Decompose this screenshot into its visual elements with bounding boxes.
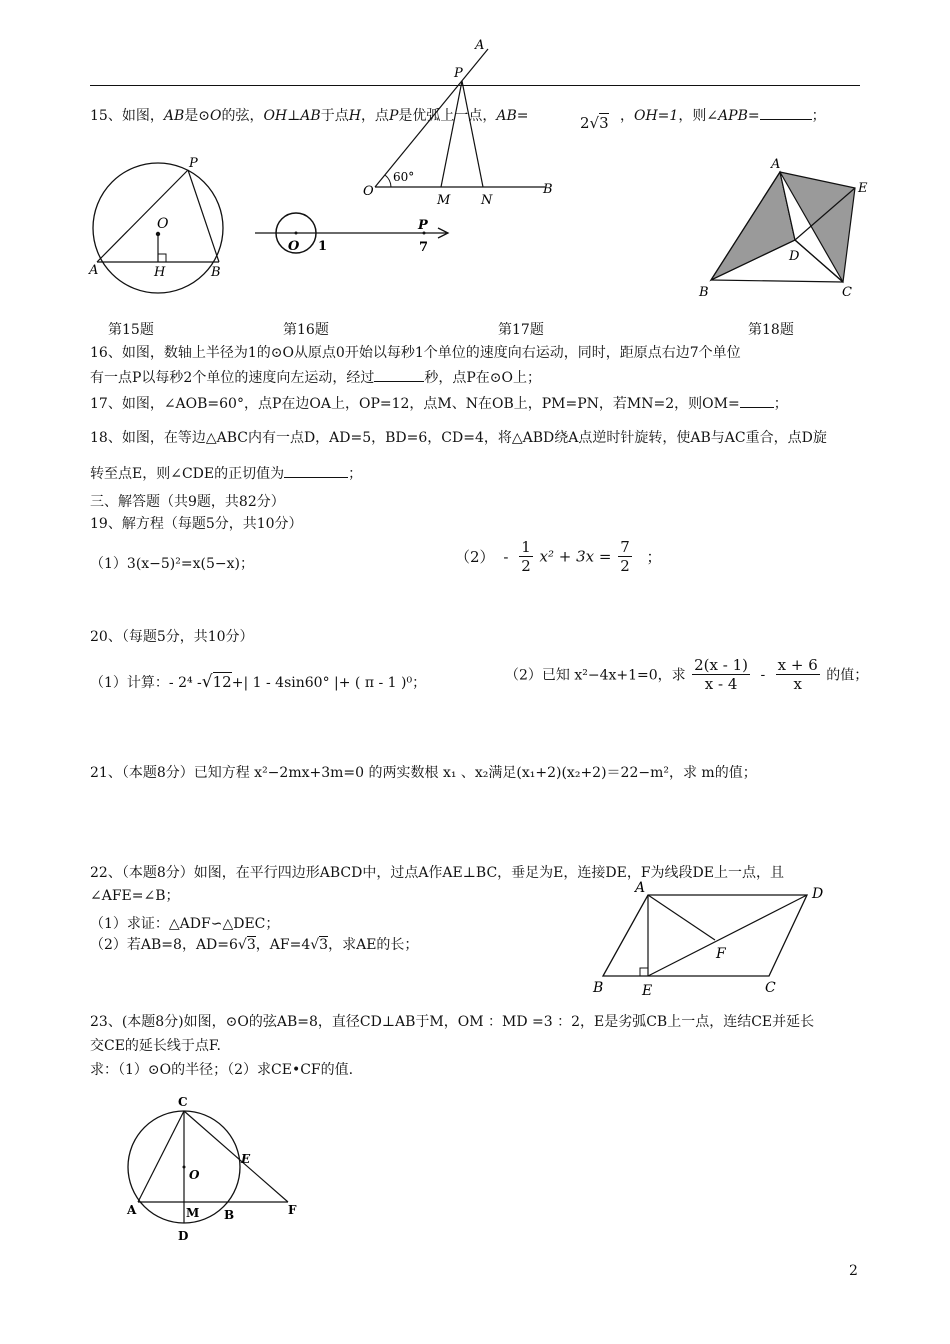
figure-16	[250, 200, 460, 270]
question-15: 15、如图，AB是⊙O的弦，OH⊥AB于点H，点P是优弧上一点，AB=	[90, 108, 529, 124]
question-23-line3: 求：（1）⊙O的半径；（2）求CE•CF的值.	[90, 1062, 354, 1078]
label-P: P	[189, 156, 198, 171]
caption-17: 第17题	[498, 322, 544, 338]
label-M: M	[437, 193, 451, 208]
caption-18: 第18题	[748, 322, 794, 338]
label-A: A	[475, 38, 485, 53]
label-E: E	[858, 181, 868, 196]
figure-22	[585, 880, 835, 1000]
label-O: O	[189, 1168, 200, 1182]
question-22-line1: 22、（本题8分）如图，在平行四边形ABCD中，过点A作AE⊥BC，垂足为E，连接DE，F为线段DE上一点，且	[90, 865, 785, 881]
question-18-line2: 转至点E，则∠CDE的正切值为 ；	[90, 466, 363, 482]
question-19-part1: （1）3(x−5)²=x(5−x)；	[90, 556, 254, 572]
question-23-line1: 23、(本题8分)如图，⊙O的弦AB=8，直径CD⊥AB于M，OM ：MD =3 ：2，E是劣弧CB上一点，连结CE并延长	[90, 1014, 815, 1030]
label-D: D	[812, 886, 824, 902]
label-B: B	[593, 980, 604, 996]
label-C: C	[842, 285, 852, 300]
label-B: B	[224, 1208, 235, 1222]
question-20-title: 20、（每题5分，共10分）	[90, 629, 254, 645]
label-A: A	[89, 263, 99, 278]
section-3-heading: 三、解答题（共9题，共82分）	[90, 494, 285, 510]
label-E: E	[642, 983, 653, 999]
question-16-line2: 有一点P以每秒2个单位的速度向左运动，经过 秒，点P在⊙O上；	[90, 370, 541, 386]
label-D: D	[178, 1229, 189, 1243]
question-23-line2: 交CE的延长线于点F.	[90, 1038, 221, 1054]
label-A: A	[635, 880, 646, 896]
label-H: H	[154, 265, 166, 280]
label-E: E	[241, 1152, 251, 1166]
question-18-line1: 18、如图，在等边△ABC内有一点D，AD=5，BD=6，CD=4，将△ABD绕A点逆时针旋转，使AB与AC重合，点D旋	[90, 430, 827, 446]
label-F: F	[288, 1203, 297, 1217]
label-N: N	[481, 193, 493, 208]
q15-tail: ，OH=1，则∠APB= ；	[620, 108, 826, 124]
label-M: M	[186, 1206, 200, 1220]
label-B: B	[543, 182, 553, 197]
label-O: O	[288, 239, 300, 254]
label-O: O	[157, 216, 169, 232]
question-19-part2: （2） - $\frac{1}{2}$ x² + 3x = $\frac{7}{2}$ ；	[455, 538, 662, 575]
label-B: B	[699, 285, 709, 300]
caption-15: 第15题	[108, 322, 154, 338]
question-22-line3: （1）求证：△ADF∽△DEC；	[90, 916, 280, 932]
label-A: A	[771, 157, 781, 172]
label-angle: 60°	[393, 170, 415, 184]
figure-17	[355, 35, 575, 215]
question-20-part2: （2）已知 x²−4x+1=0，求 $\frac{2(x - 1)}{x - 4}$ - $\frac{x + 6}{x}$ 的值；	[505, 656, 869, 693]
label-F: F	[716, 946, 726, 962]
figure-23	[120, 1092, 320, 1247]
label-O: O	[363, 184, 374, 199]
q15-value-2root3: 2√3	[580, 114, 609, 132]
label-C: C	[765, 980, 776, 996]
question-17: 17、如图，∠AOB=60°，点P在边OA上，OP=12，点M、N在OB上，PM=PN，若MN=2，则OM= ；	[90, 396, 788, 412]
question-22-line2: ∠AFE=∠B；	[90, 888, 180, 904]
caption-16: 第16题	[283, 322, 329, 338]
page-number: 2	[849, 1263, 858, 1279]
figure-15	[85, 150, 235, 300]
question-21: 21、（本题8分）已知方程 x²−2mx+3m=0 的两实数根 x₁ 、x₂满足(x₁+2)(x₂+2)＝22−m²，求 m的值；	[90, 765, 757, 781]
question-20-part1: （1）计算：- 2⁴ -√12+| 1 - 4sin60° |+ ( π - 1 )⁰；	[90, 672, 427, 692]
label-C: C	[178, 1095, 188, 1109]
question-22-line4: （2）若AB=8，AD=6√3，AF=4√3，求AE的长；	[90, 937, 419, 953]
label-D: D	[789, 249, 800, 264]
label-A: A	[127, 1203, 137, 1217]
question-16-line1: 16、如图，数轴上半径为1的⊙O从原点0开始以每秒1个单位的速度向右运动，同时，距原点右边7个单位	[90, 345, 741, 361]
question-19-title: 19、解方程（每题5分，共10分）	[90, 516, 303, 532]
label-P: P	[418, 218, 428, 233]
label-7: 7	[419, 240, 429, 255]
label-B: B	[211, 265, 221, 280]
figure-18	[695, 150, 875, 300]
label-1: 1	[318, 239, 328, 254]
label-P: P	[454, 66, 463, 81]
